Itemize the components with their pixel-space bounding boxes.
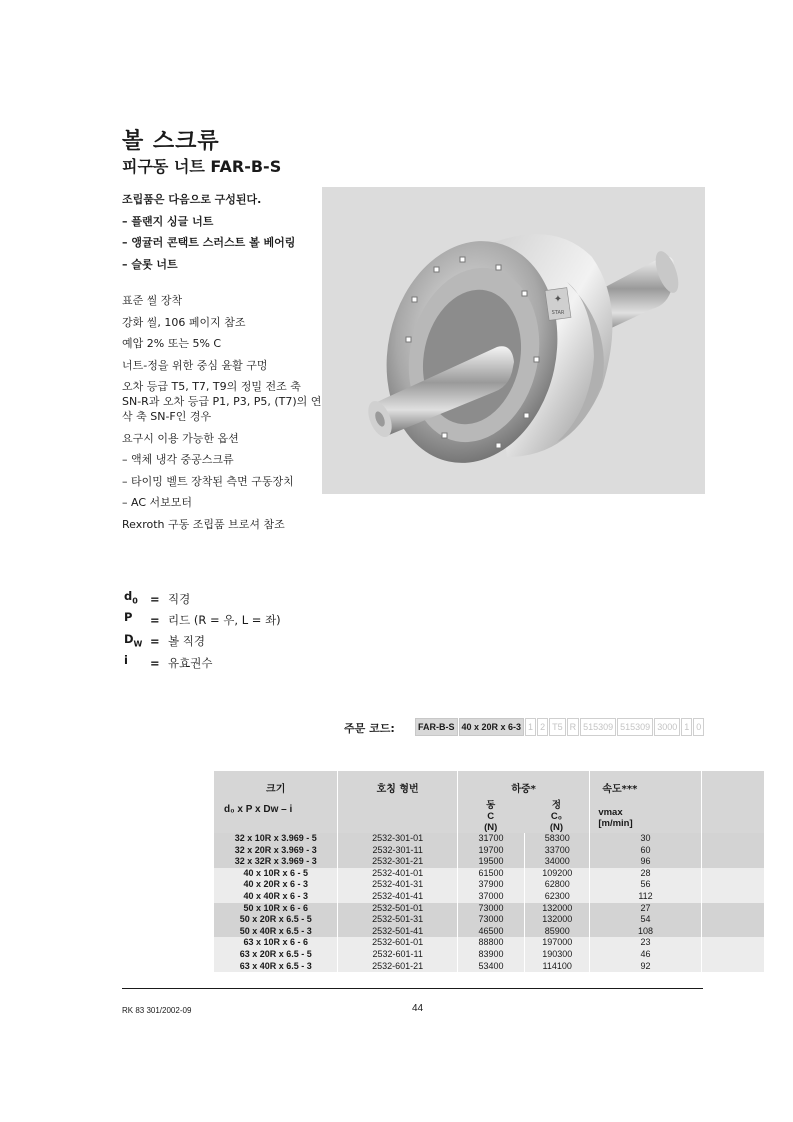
feature-item: 오차 등급 T5, T7, T9의 정밀 전조 축 SN-R과 오차 등급 P1, P3, P5, (T7)의 연삭 축 SN-F인 경우 <box>122 380 322 423</box>
table-cell: 2532-401-41 <box>338 891 457 903</box>
table-cell: 32 x 20R x 3.969 - 3 <box>214 845 338 857</box>
table-cell: 37900 <box>457 879 524 891</box>
table-cell: 2532-601-11 <box>338 949 457 961</box>
order-segment: 1 <box>681 718 692 736</box>
col-speed-header: 속도*** vmax [m/min] <box>590 771 701 833</box>
table-cell: 2532-401-31 <box>338 879 457 891</box>
feature-item: – 액체 냉각 중공스크류 <box>122 453 234 466</box>
table-cell: 63 x 40R x 6.5 - 3 <box>214 961 338 973</box>
symbol-definitions <box>124 588 281 673</box>
order-segment: 515309 <box>617 718 653 736</box>
table-cell: 50 x 10R x 6 - 6 <box>214 903 338 915</box>
table-cell: 2532-501-31 <box>338 914 457 926</box>
order-segment: 1 <box>525 718 536 736</box>
table-cell: 109200 <box>525 868 590 880</box>
table-cell: 92 <box>590 961 701 973</box>
feature-item: – 타이밍 벨트 장착된 측면 구동장치 <box>122 474 294 488</box>
table-cell: 31700 <box>457 833 524 845</box>
table-cell: 63 x 10R x 6 - 6 <box>214 937 338 949</box>
table-row <box>214 856 764 868</box>
table-cell: 53400 <box>457 961 524 973</box>
order-segment: 0 <box>693 718 704 736</box>
table-row <box>214 891 764 903</box>
page-title: 볼 스크류 <box>122 129 220 154</box>
col-load-header: 하중* 동 C (N) 정 C₀ (N) <box>457 771 589 833</box>
table-cell: 2532-501-41 <box>338 926 457 938</box>
table-row <box>214 868 764 880</box>
intro-heading: 조립품은 다음으로 구성된다. <box>122 193 262 206</box>
table-cell: 85900 <box>525 926 590 938</box>
table-cell: 112 <box>590 891 701 903</box>
table-cell: 46500 <box>457 926 524 938</box>
definition-row: P = 리드 (R = 우, L = 좌) <box>124 610 281 627</box>
definition-row: $D_W$ = 볼 직경 <box>124 631 205 649</box>
table-row <box>214 961 764 973</box>
table-cell: 96 <box>590 856 701 868</box>
table-cell: 32 x 32R x 3.969 - 3 <box>214 856 338 868</box>
order-segment: T5 <box>549 718 566 736</box>
table-cell: 108 <box>590 926 701 938</box>
table-cell: 2532-301-11 <box>338 845 457 857</box>
table-cell: 2532-301-21 <box>338 856 457 868</box>
table-cell: 23 <box>590 937 701 949</box>
table-cell: 40 x 20R x 6 - 3 <box>214 879 338 891</box>
assembly-intro <box>122 189 295 275</box>
table-cell: 2532-601-21 <box>338 961 457 973</box>
table-cell: 50 x 20R x 6.5 - 5 <box>214 914 338 926</box>
table-cell: 132000 <box>525 903 590 915</box>
intro-item: – 슬롯 너트 <box>122 257 178 271</box>
table-cell: 61500 <box>457 868 524 880</box>
page-number: 44 <box>412 1003 424 1014</box>
table-cell: 83900 <box>457 949 524 961</box>
table-cell: 56 <box>590 879 701 891</box>
table-cell: 60 <box>590 845 701 857</box>
page-subtitle: 피구동 너트 FAR-B-S <box>122 157 282 176</box>
table-cell: 37000 <box>457 891 524 903</box>
intro-item: – 앵귤러 콘택트 스러스트 볼 베어링 <box>122 236 296 249</box>
product-photo <box>322 187 705 494</box>
table-cell: 50 x 40R x 6.5 - 3 <box>214 926 338 938</box>
order-segment: R <box>567 718 580 736</box>
table-row <box>214 949 764 961</box>
order-code <box>415 718 705 736</box>
table-cell: 73000 <box>457 914 524 926</box>
table-cell: 62300 <box>525 891 590 903</box>
intro-item: – 플랜지 싱글 너트 <box>122 214 214 228</box>
table-cell: 19500 <box>457 856 524 868</box>
feature-list <box>122 293 322 538</box>
table-header-row <box>214 771 764 833</box>
feature-item: Rexroth 구동 조립품 브로셔 참조 <box>122 517 285 531</box>
table-row <box>214 879 764 891</box>
feature-item: 표준 씰 장착 <box>122 294 183 307</box>
table-cell: 73000 <box>457 903 524 915</box>
table-cell: 63 x 20R x 6.5 - 5 <box>214 949 338 961</box>
table-cell: 40 x 10R x 6 - 5 <box>214 868 338 880</box>
table-cell: 54 <box>590 914 701 926</box>
order-segment: 515309 <box>580 718 616 736</box>
order-code-label: 주문 코드: <box>344 722 395 735</box>
table-cell: 33700 <box>525 845 590 857</box>
table-cell: 28 <box>590 868 701 880</box>
table-row <box>214 914 764 926</box>
feature-item: 강화 씰, 106 페이지 참조 <box>122 315 246 329</box>
definition-row: i = 유효권수 <box>124 652 213 670</box>
table-cell: 32 x 10R x 3.969 - 5 <box>214 833 338 845</box>
document-number: RK 83 301/2002-09 <box>122 1006 192 1015</box>
table-cell: 197000 <box>525 937 590 949</box>
table-cell: 132000 <box>525 914 590 926</box>
table-cell: 190300 <box>525 949 590 961</box>
table-row <box>214 903 764 915</box>
table-cell: 40 x 40R x 6 - 3 <box>214 891 338 903</box>
svg-text:✦: ✦ <box>553 294 563 305</box>
table-cell: 88800 <box>457 937 524 949</box>
table-row <box>214 833 764 845</box>
spec-table <box>214 771 764 972</box>
table-row <box>214 926 764 938</box>
ball-screw-nut-illustration <box>322 187 705 494</box>
table-cell: 2532-601-01 <box>338 937 457 949</box>
table-cell: 2532-301-01 <box>338 833 457 845</box>
table-row <box>214 937 764 949</box>
table-cell: 2532-401-01 <box>338 868 457 880</box>
feature-item: – AC 서보모터 <box>122 496 193 509</box>
order-segment: 2 <box>537 718 548 736</box>
footer-divider <box>122 988 703 989</box>
table-cell: 46 <box>590 949 701 961</box>
col-size-header: 크기 d₀ x P x Dw – i <box>214 771 338 833</box>
feature-item: 예압 2% 또는 5% C <box>122 337 222 350</box>
table-cell: 19700 <box>457 845 524 857</box>
feature-item: 너트-정을 위한 중심 윤활 구멍 <box>122 358 268 372</box>
table-cell: 30 <box>590 833 701 845</box>
table-cell: 58300 <box>525 833 590 845</box>
order-segment: FAR-B-S <box>415 718 458 736</box>
order-segment: 40 x 20R x 6-3 <box>459 718 525 736</box>
star-logo-text: STAR <box>551 310 565 316</box>
col-part-header: 호칭 형번 <box>338 771 457 833</box>
order-segment: 3000 <box>654 718 680 736</box>
table-cell: 27 <box>590 903 701 915</box>
feature-item: 요구시 이용 가능한 옵션 <box>122 431 239 445</box>
definition-row: $d_0$ = 직경 <box>124 589 191 606</box>
table-cell: 2532-501-01 <box>338 903 457 915</box>
table-cell: 114100 <box>525 961 590 973</box>
table-row <box>214 845 764 857</box>
table-cell: 62800 <box>525 879 590 891</box>
table-cell: 34000 <box>525 856 590 868</box>
